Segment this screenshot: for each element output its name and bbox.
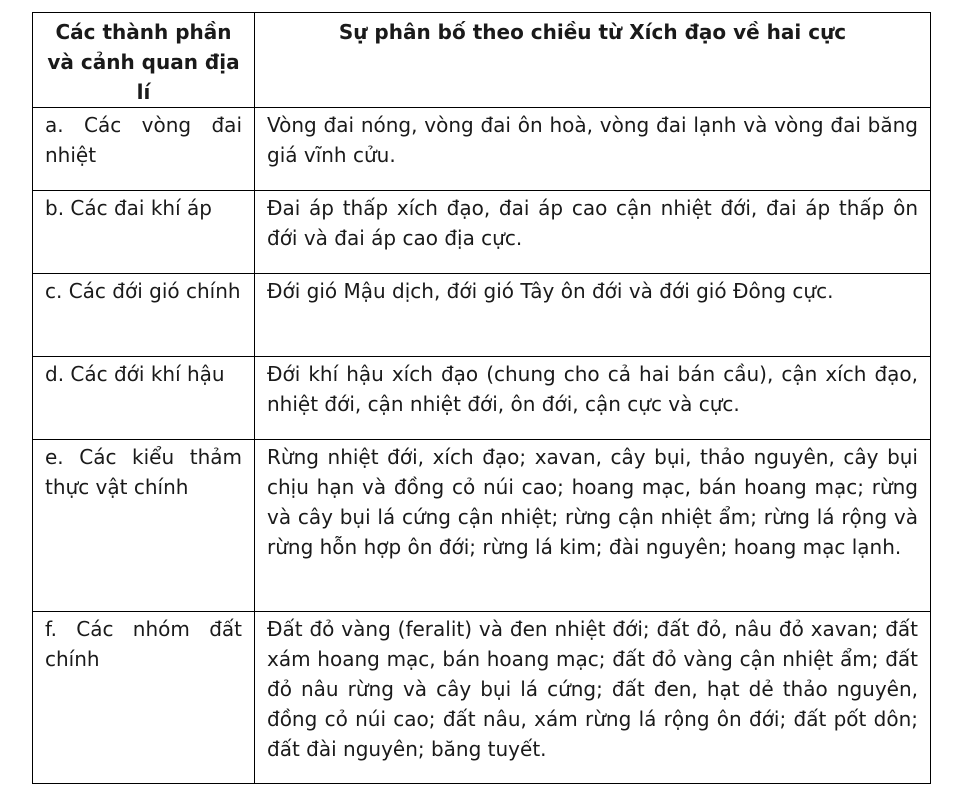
geography-table <box>32 12 931 784</box>
table-header-row <box>33 13 931 108</box>
row-component: e. Các kiểu thảm thực vật chính <box>33 440 255 612</box>
row-component: c. Các đới gió chính <box>33 274 255 357</box>
header-components: Các thành phần và cảnh quan địa lí <box>33 13 255 108</box>
row-distribution: Đai áp thấp xích đạo, đai áp cao cận nhiệt đới, đai áp thấp ôn đới và đai áp cao địa cực. <box>255 191 931 274</box>
row-distribution: Đới khí hậu xích đạo (chung cho cả hai bán cầu), cận xích đạo, nhiệt đới, cận nhiệt đới, ôn đới, cận cực và cực. <box>255 357 931 440</box>
row-distribution: Rừng nhiệt đới, xích đạo; xavan, cây bụi, thảo nguyên, cây bụi chịu hạn và đồng cỏ núi cao; hoang mạc, bán hoang mạc; rừng và cây bụi lá cứng cận nhiệt; rừng cận nhiệt ẩm; rừng lá rộng và rừng hỗn hợp ôn đới; rừng lá kim; đài nguyên; hoang mạc lạnh. <box>255 440 931 612</box>
row-distribution: Vòng đai nóng, vòng đai ôn hoà, vòng đai lạnh và vòng đai băng giá vĩnh cửu. <box>255 108 931 191</box>
row-component: a. Các vòng đai nhiệt <box>33 108 255 191</box>
row-distribution: Đới gió Mậu dịch, đới gió Tây ôn đới và đới gió Đông cực. <box>255 274 931 357</box>
row-component: b. Các đai khí áp <box>33 191 255 274</box>
row-component: d. Các đới khí hậu <box>33 357 255 440</box>
header-distribution: Sự phân bố theo chiều từ Xích đạo về hai cực <box>255 13 931 108</box>
table-row <box>33 612 931 784</box>
table-row <box>33 191 931 274</box>
table-row <box>33 357 931 440</box>
table-row <box>33 274 931 357</box>
table-row <box>33 440 931 612</box>
row-component: f. Các nhóm đất chính <box>33 612 255 784</box>
table-row <box>33 108 931 191</box>
row-distribution: Đất đỏ vàng (feralit) và đen nhiệt đới; đất đỏ, nâu đỏ xavan; đất xám hoang mạc, bán hoang mạc; đất đỏ vàng cận nhiệt ẩm; đất đỏ nâu rừng và cây bụi lá cứng; đất đen, hạt dẻ thảo nguyên, đồng cỏ núi cao; đất nâu, xám rừng lá rộng ôn đới; đất pốt dôn; đất đài nguyên; băng tuyết. <box>255 612 931 784</box>
